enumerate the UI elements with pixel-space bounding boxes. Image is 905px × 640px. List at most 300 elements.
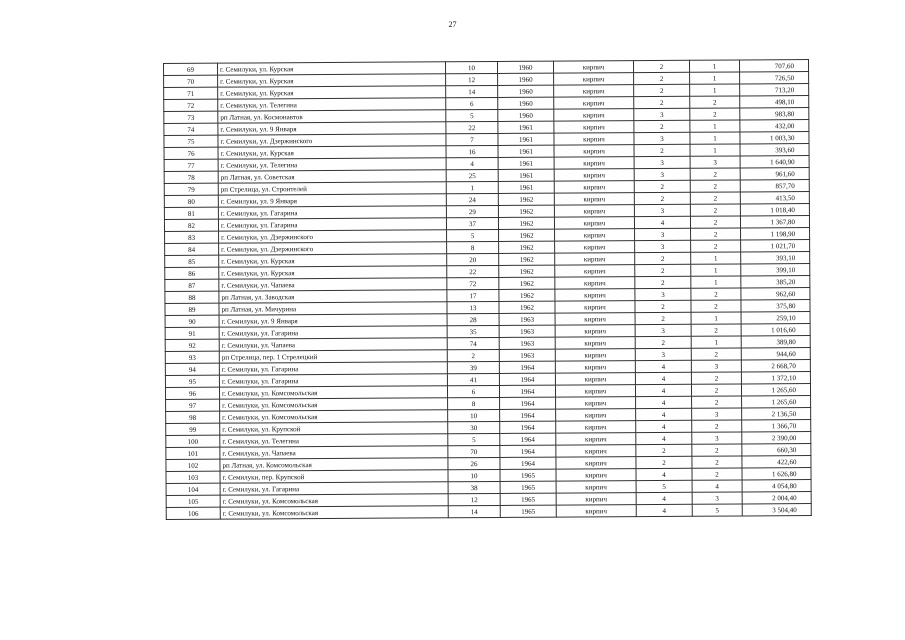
cell-floors: 4 [635, 372, 691, 384]
cell-row-number: 79 [164, 183, 218, 195]
cell-address: г. Семилуки, пер. Крупской [220, 470, 448, 483]
cell-address: г. Семилуки, ул. Чапаева [219, 338, 447, 351]
cell-wall-material: кирпич [554, 133, 634, 145]
cell-wall-material: кирпич [556, 433, 636, 445]
cell-entrances: 4 [692, 480, 742, 492]
cell-build-year: 1964 [500, 445, 556, 457]
cell-floors: 2 [635, 300, 691, 312]
cell-address: г. Семилуки, ул. 9 Января [219, 314, 447, 327]
cell-area: 432,00 [740, 120, 809, 132]
cell-wall-material: кирпич [556, 397, 636, 409]
cell-area: 1 016,60 [741, 324, 810, 336]
cell-wall-material: кирпич [556, 421, 636, 433]
cell-address: г. Семилуки, ул. Крупской [220, 422, 448, 435]
cell-build-year: 1964 [499, 373, 555, 385]
cell-address: г. Семилуки, ул. Гагарина [218, 206, 446, 219]
cell-row-number: 89 [165, 303, 219, 315]
cell-house-number: 8 [447, 241, 499, 253]
cell-build-year: 1962 [499, 289, 555, 301]
cell-house-number: 37 [446, 217, 498, 229]
cell-area: 393,10 [741, 252, 810, 264]
cell-row-number: 96 [165, 387, 219, 399]
cell-entrances: 2 [691, 240, 741, 252]
cell-build-year: 1963 [499, 349, 555, 361]
cell-build-year: 1961 [498, 145, 554, 157]
cell-area: 713,20 [740, 84, 809, 96]
cell-area: 660,30 [742, 444, 811, 456]
cell-area: 2 668,70 [741, 360, 810, 372]
cell-build-year: 1962 [499, 253, 555, 265]
cell-floors: 2 [634, 144, 690, 156]
cell-address: г. Семилуки, ул. Курская [218, 62, 446, 75]
cell-address: г. Семилуки, ул. Гагарина [218, 218, 446, 231]
cell-wall-material: кирпич [555, 337, 635, 349]
cell-wall-material: кирпич [555, 241, 635, 253]
cell-row-number: 74 [164, 123, 218, 135]
cell-floors: 3 [635, 240, 691, 252]
cell-area: 1 367,80 [740, 216, 809, 228]
cell-build-year: 1960 [498, 85, 554, 97]
cell-wall-material: кирпич [555, 277, 635, 289]
cell-floors: 2 [635, 264, 691, 276]
cell-wall-material: кирпич [555, 313, 635, 325]
cell-build-year: 1965 [500, 493, 556, 505]
cell-entrances: 2 [690, 216, 740, 228]
cell-area: 1 018,40 [740, 204, 809, 216]
cell-build-year: 1962 [498, 205, 554, 217]
cell-build-year: 1962 [499, 301, 555, 313]
cell-wall-material: кирпич [554, 121, 634, 133]
cell-floors: 4 [635, 384, 691, 396]
cell-floors: 2 [634, 72, 690, 84]
cell-address: г. Семилуки, ул. 9 Января [218, 122, 446, 135]
cell-floors: 5 [636, 480, 692, 492]
cell-floors: 2 [635, 312, 691, 324]
cell-entrances: 3 [692, 432, 742, 444]
cell-floors: 2 [636, 444, 692, 456]
cell-house-number: 30 [448, 421, 500, 433]
cell-wall-material: кирпич [554, 109, 634, 121]
cell-area: 962,60 [741, 288, 810, 300]
cell-floors: 3 [634, 168, 690, 180]
cell-floors: 2 [635, 252, 691, 264]
cell-floors: 4 [634, 216, 690, 228]
cell-entrances: 1 [691, 312, 741, 324]
cell-wall-material: кирпич [554, 85, 634, 97]
cell-build-year: 1964 [499, 385, 555, 397]
cell-house-number: 38 [448, 481, 500, 493]
cell-floors: 2 [634, 84, 690, 96]
cell-house-number: 25 [446, 169, 498, 181]
cell-wall-material: кирпич [556, 493, 636, 505]
cell-area: 961,60 [740, 168, 809, 180]
cell-entrances: 1 [691, 252, 741, 264]
cell-entrances: 1 [691, 336, 741, 348]
cell-area: 1 626,80 [742, 468, 811, 480]
cell-entrances: 2 [691, 288, 741, 300]
cell-wall-material: кирпич [554, 73, 634, 85]
cell-row-number: 100 [166, 435, 220, 447]
cell-wall-material: кирпич [555, 349, 635, 361]
cell-build-year: 1961 [498, 169, 554, 181]
cell-wall-material: кирпич [555, 229, 635, 241]
cell-area: 498,10 [740, 96, 809, 108]
cell-address: рп Латная, ул. Мичурина [219, 302, 447, 315]
cell-wall-material: кирпич [556, 457, 636, 469]
cell-area: 422,60 [742, 456, 811, 468]
cell-row-number: 86 [165, 267, 219, 279]
housing-table-wrapper [163, 59, 811, 520]
cell-row-number: 101 [166, 447, 220, 459]
cell-build-year: 1963 [499, 313, 555, 325]
cell-entrances: 2 [692, 396, 742, 408]
cell-area: 1 198,90 [741, 228, 810, 240]
cell-address: г. Семилуки, ул. Чапаева [219, 278, 447, 291]
cell-row-number: 81 [164, 207, 218, 219]
cell-row-number: 94 [165, 363, 219, 375]
cell-floors: 2 [633, 60, 689, 72]
cell-row-number: 80 [164, 195, 218, 207]
cell-house-number: 17 [447, 289, 499, 301]
cell-floors: 3 [635, 324, 691, 336]
cell-address: рп Латная, ул. Комсомольская [220, 458, 448, 471]
cell-row-number: 98 [166, 411, 220, 423]
cell-address: г. Семилуки, ул. Комсомольская [220, 494, 448, 507]
cell-address: рп Стрелица, ул. Строителей [218, 182, 446, 195]
cell-area: 1 366,70 [742, 420, 811, 432]
cell-wall-material: кирпич [555, 253, 635, 265]
cell-build-year: 1962 [499, 265, 555, 277]
cell-wall-material: кирпич [556, 469, 636, 481]
cell-area: 2 136,50 [742, 408, 811, 420]
cell-wall-material: кирпич [556, 481, 636, 493]
cell-row-number: 73 [164, 111, 218, 123]
cell-floors: 4 [635, 360, 691, 372]
cell-row-number: 102 [166, 459, 220, 471]
cell-wall-material: кирпич [554, 217, 634, 229]
cell-house-number: 28 [447, 313, 499, 325]
cell-address: г. Семилуки, ул. Гагарина [220, 482, 448, 495]
cell-wall-material: кирпич [553, 61, 633, 73]
cell-floors: 2 [635, 276, 691, 288]
cell-address: г. Семилуки, ул. Комсомольская [220, 410, 448, 423]
cell-address: рп Латная, ул. Космонавтов [218, 110, 446, 123]
cell-floors: 2 [634, 96, 690, 108]
cell-area: 2 390,00 [742, 432, 811, 444]
cell-entrances: 1 [691, 264, 741, 276]
cell-row-number: 70 [164, 75, 218, 87]
cell-build-year: 1960 [497, 61, 553, 73]
cell-house-number: 10 [448, 409, 500, 421]
cell-house-number: 29 [446, 205, 498, 217]
cell-floors: 3 [634, 132, 690, 144]
cell-build-year: 1960 [498, 73, 554, 85]
cell-build-year: 1964 [500, 457, 556, 469]
cell-wall-material: кирпич [555, 301, 635, 313]
cell-house-number: 22 [446, 121, 498, 133]
cell-build-year: 1964 [500, 433, 556, 445]
cell-area: 393,60 [740, 144, 809, 156]
cell-house-number: 6 [447, 385, 499, 397]
cell-area: 1 640,90 [740, 156, 809, 168]
cell-area: 4 054,80 [742, 480, 811, 492]
cell-house-number: 14 [446, 85, 498, 97]
cell-row-number: 87 [165, 279, 219, 291]
cell-entrances: 2 [691, 324, 741, 336]
cell-address: г. Семилуки, ул. Дзержинского [218, 134, 446, 147]
cell-area: 944,60 [741, 348, 810, 360]
cell-area: 385,20 [741, 276, 810, 288]
cell-area: 1 003,30 [740, 132, 809, 144]
cell-build-year: 1962 [499, 229, 555, 241]
cell-row-number: 91 [165, 327, 219, 339]
cell-entrances: 1 [690, 144, 740, 156]
cell-entrances: 2 [691, 384, 741, 396]
cell-area: 3 504,40 [742, 504, 811, 516]
cell-area: 1 265,60 [742, 396, 811, 408]
cell-wall-material: кирпич [556, 445, 636, 457]
cell-build-year: 1965 [500, 469, 556, 481]
cell-wall-material: кирпич [555, 325, 635, 337]
cell-wall-material: кирпич [555, 361, 635, 373]
cell-row-number: 82 [164, 219, 218, 231]
cell-row-number: 72 [164, 99, 218, 111]
cell-house-number: 72 [447, 277, 499, 289]
cell-row-number: 90 [165, 315, 219, 327]
cell-house-number: 1 [446, 181, 498, 193]
cell-area: 1 021,70 [741, 240, 810, 252]
cell-floors: 3 [635, 348, 691, 360]
cell-floors: 2 [634, 180, 690, 192]
cell-row-number: 103 [166, 471, 220, 483]
cell-house-number: 4 [446, 157, 498, 169]
cell-row-number: 92 [165, 339, 219, 351]
cell-address: г. Семилуки, ул. Курская [218, 86, 446, 99]
cell-entrances: 2 [692, 456, 742, 468]
cell-entrances: 3 [692, 408, 742, 420]
cell-wall-material: кирпич [555, 373, 635, 385]
cell-row-number: 88 [165, 291, 219, 303]
cell-row-number: 69 [164, 63, 218, 75]
cell-house-number: 26 [448, 457, 500, 469]
cell-house-number: 6 [446, 97, 498, 109]
cell-house-number: 5 [446, 109, 498, 121]
cell-build-year: 1961 [498, 121, 554, 133]
cell-address: г. Семилуки, ул. Телегина [218, 98, 446, 111]
cell-entrances: 3 [690, 156, 740, 168]
cell-address: рп Латная, ул. Заводская [219, 290, 447, 303]
cell-entrances: 2 [690, 192, 740, 204]
cell-house-number: 35 [447, 325, 499, 337]
cell-house-number: 10 [445, 61, 497, 73]
cell-address: г. Семилуки, ул. Курская [219, 254, 447, 267]
table-row [166, 504, 811, 520]
cell-build-year: 1962 [499, 277, 555, 289]
cell-build-year: 1960 [498, 109, 554, 121]
cell-area: 857,70 [740, 180, 809, 192]
housing-table [163, 59, 812, 520]
cell-row-number: 106 [166, 507, 220, 519]
cell-address: г. Семилуки, ул. Дзержинского [219, 242, 447, 255]
cell-house-number: 7 [446, 133, 498, 145]
cell-entrances: 3 [692, 492, 742, 504]
cell-build-year: 1961 [498, 181, 554, 193]
housing-table-body [164, 60, 812, 520]
cell-house-number: 24 [446, 193, 498, 205]
cell-row-number: 76 [164, 147, 218, 159]
cell-entrances: 2 [690, 180, 740, 192]
cell-area: 413,50 [740, 192, 809, 204]
cell-house-number: 14 [448, 505, 500, 517]
cell-floors: 3 [635, 228, 691, 240]
cell-row-number: 105 [166, 495, 220, 507]
cell-entrances: 5 [692, 504, 742, 516]
cell-floors: 3 [634, 204, 690, 216]
cell-area: 375,80 [741, 300, 810, 312]
cell-wall-material: кирпич [554, 145, 634, 157]
cell-wall-material: кирпич [556, 505, 636, 517]
cell-area: 707,60 [739, 60, 808, 72]
cell-row-number: 104 [166, 483, 220, 495]
cell-wall-material: кирпич [556, 409, 636, 421]
cell-entrances: 1 [690, 84, 740, 96]
cell-entrances: 2 [692, 444, 742, 456]
cell-floors: 4 [636, 396, 692, 408]
cell-wall-material: кирпич [555, 289, 635, 301]
cell-build-year: 1965 [500, 505, 556, 517]
cell-build-year: 1961 [498, 133, 554, 145]
cell-floors: 4 [636, 408, 692, 420]
cell-floors: 2 [634, 120, 690, 132]
cell-row-number: 77 [164, 159, 218, 171]
cell-row-number: 84 [165, 243, 219, 255]
cell-entrances: 2 [692, 468, 742, 480]
cell-address: г. Семилуки, ул. Телегина [218, 158, 446, 171]
cell-address: рп Латная, ул. Советская [218, 170, 446, 183]
cell-wall-material: кирпич [555, 265, 635, 277]
cell-row-number: 85 [165, 255, 219, 267]
cell-build-year: 1963 [499, 337, 555, 349]
cell-floors: 3 [634, 156, 690, 168]
cell-entrances: 2 [690, 168, 740, 180]
cell-entrances: 2 [691, 372, 741, 384]
cell-address: г. Семилуки, ул. 9 Января [218, 194, 446, 207]
cell-build-year: 1964 [500, 397, 556, 409]
cell-wall-material: кирпич [554, 193, 634, 205]
cell-house-number: 22 [447, 265, 499, 277]
cell-house-number: 74 [447, 337, 499, 349]
cell-wall-material: кирпич [554, 181, 634, 193]
cell-entrances: 2 [691, 300, 741, 312]
cell-house-number: 13 [447, 301, 499, 313]
cell-house-number: 5 [448, 433, 500, 445]
cell-house-number: 2 [447, 349, 499, 361]
cell-floors: 3 [635, 288, 691, 300]
cell-entrances: 2 [692, 420, 742, 432]
cell-area: 1 265,60 [741, 384, 810, 396]
cell-entrances: 3 [691, 360, 741, 372]
cell-address: г. Семилуки, ул. Телегина [220, 434, 448, 447]
cell-build-year: 1964 [500, 409, 556, 421]
cell-wall-material: кирпич [554, 157, 634, 169]
cell-floors: 2 [635, 336, 691, 348]
cell-wall-material: кирпич [554, 205, 634, 217]
cell-floors: 4 [636, 420, 692, 432]
cell-floors: 4 [636, 468, 692, 480]
cell-build-year: 1962 [498, 217, 554, 229]
cell-row-number: 78 [164, 171, 218, 183]
cell-entrances: 1 [690, 132, 740, 144]
cell-house-number: 10 [448, 469, 500, 481]
cell-address: г. Семилуки, ул. Курская [218, 74, 446, 87]
cell-entrances: 2 [690, 204, 740, 216]
cell-wall-material: кирпич [554, 169, 634, 181]
cell-house-number: 39 [447, 361, 499, 373]
cell-floors: 3 [634, 108, 690, 120]
cell-build-year: 1964 [499, 361, 555, 373]
cell-row-number: 99 [166, 423, 220, 435]
cell-build-year: 1965 [500, 481, 556, 493]
cell-floors: 2 [634, 192, 690, 204]
cell-address: рп Стрелица, пер. 1 Стрелецкий [219, 350, 447, 363]
cell-floors: 2 [636, 456, 692, 468]
cell-build-year: 1964 [500, 421, 556, 433]
cell-area: 1 372,10 [741, 372, 810, 384]
cell-build-year: 1962 [499, 241, 555, 253]
cell-area: 259,10 [741, 312, 810, 324]
cell-row-number: 95 [165, 375, 219, 387]
cell-address: г. Семилуки, ул. Гагарина [219, 326, 447, 339]
cell-area: 389,80 [741, 336, 810, 348]
cell-entrances: 1 [689, 60, 739, 72]
cell-area: 2 004,40 [742, 492, 811, 504]
cell-row-number: 93 [165, 351, 219, 363]
cell-address: г. Семилуки, ул. Гагарина [219, 374, 447, 387]
cell-row-number: 75 [164, 135, 218, 147]
cell-row-number: 97 [166, 399, 220, 411]
cell-house-number: 16 [446, 145, 498, 157]
cell-build-year: 1960 [498, 97, 554, 109]
cell-entrances: 2 [691, 348, 741, 360]
cell-address: г. Семилуки, ул. Комсомольская [220, 398, 448, 411]
cell-row-number: 71 [164, 87, 218, 99]
cell-area: 399,10 [741, 264, 810, 276]
cell-address: г. Семилуки, ул. Комсомольская [219, 386, 447, 399]
cell-house-number: 12 [448, 493, 500, 505]
cell-entrances: 2 [691, 228, 741, 240]
cell-house-number: 12 [446, 73, 498, 85]
cell-floors: 4 [636, 504, 692, 516]
cell-address: г. Семилуки, ул. Чапаева [220, 446, 448, 459]
cell-address: г. Семилуки, ул. Гагарина [219, 362, 447, 375]
cell-address: г. Семилуки, ул. Комсомольская [220, 506, 448, 519]
cell-house-number: 70 [448, 445, 500, 457]
cell-house-number: 41 [447, 373, 499, 385]
cell-house-number: 8 [448, 397, 500, 409]
cell-area: 726,50 [740, 72, 809, 84]
cell-row-number: 83 [165, 231, 219, 243]
cell-entrances: 1 [690, 72, 740, 84]
cell-address: г. Семилуки, ул. Курская [219, 266, 447, 279]
cell-build-year: 1963 [499, 325, 555, 337]
cell-entrances: 2 [690, 96, 740, 108]
cell-area: 983,80 [740, 108, 809, 120]
cell-house-number: 20 [447, 253, 499, 265]
cell-floors: 4 [636, 432, 692, 444]
cell-wall-material: кирпич [554, 97, 634, 109]
cell-floors: 4 [636, 492, 692, 504]
cell-address: г. Семилуки, ул. Курская [218, 146, 446, 159]
